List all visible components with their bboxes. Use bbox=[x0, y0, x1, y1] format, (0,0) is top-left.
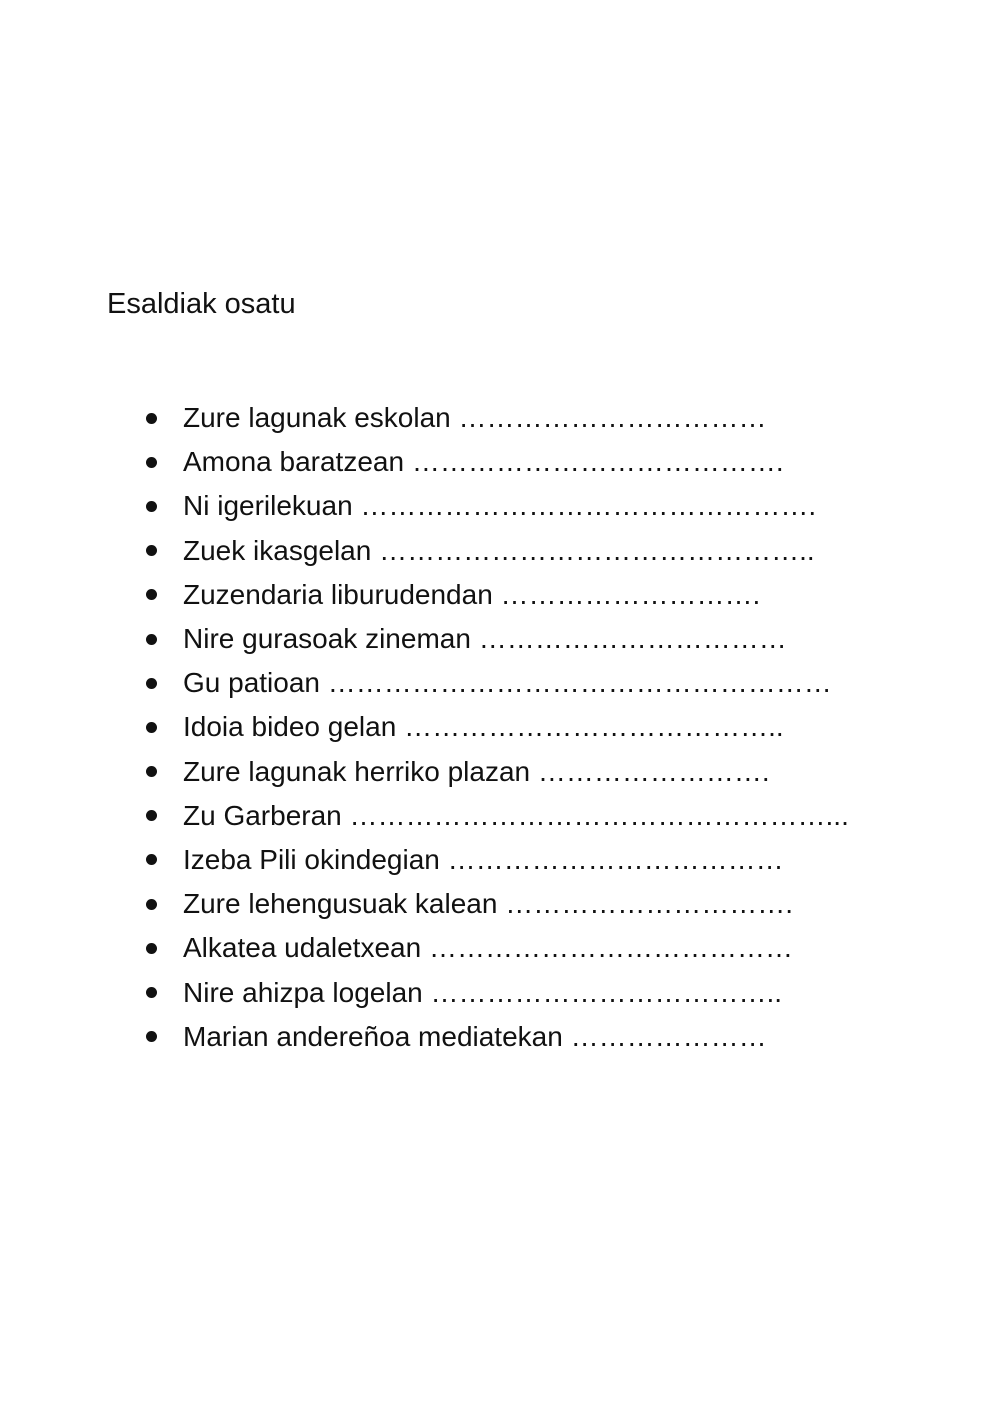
page-title: Esaldiak osatu bbox=[107, 288, 296, 320]
sentence-text: Zuek ikasgelan ……………………………………….. bbox=[183, 534, 815, 566]
bullet-icon bbox=[146, 634, 157, 645]
bullet-icon bbox=[146, 589, 157, 600]
sentence-text: Zure lehengusuak kalean …………………………. bbox=[183, 888, 793, 920]
bullet-icon bbox=[146, 1031, 157, 1042]
list-item bbox=[144, 661, 844, 705]
list-item bbox=[144, 794, 849, 838]
list-item bbox=[144, 838, 844, 882]
bullet-icon bbox=[146, 766, 157, 777]
bullet-icon bbox=[146, 810, 157, 821]
bullet-icon bbox=[146, 722, 157, 733]
sentence-text: Zuzendaria liburudendan ………………………. bbox=[183, 578, 761, 610]
list-item bbox=[144, 440, 844, 484]
bullet-icon bbox=[146, 943, 157, 954]
list-item bbox=[144, 529, 844, 573]
bullet-icon bbox=[146, 413, 157, 424]
sentence-text: Zure lagunak herriko plazan ……………………. bbox=[183, 755, 770, 787]
list-item bbox=[144, 617, 844, 661]
bullet-icon bbox=[146, 545, 157, 556]
sentence-text: Zu Garberan ……………………………………………... bbox=[183, 799, 849, 831]
list-item bbox=[144, 396, 844, 440]
bullet-icon bbox=[146, 678, 157, 689]
list-item bbox=[144, 926, 844, 970]
sentence-text: Nire ahizpa logelan ……………………………….. bbox=[183, 976, 783, 1008]
sentence-text: Izeba Pili okindegian ……………………………… bbox=[183, 843, 784, 875]
sentence-text: Idoia bideo gelan ………………………………….. bbox=[183, 711, 784, 743]
list-item bbox=[144, 705, 844, 749]
sentence-text: Alkatea udaletxean ………………………………… bbox=[183, 932, 793, 964]
bullet-icon bbox=[146, 854, 157, 865]
sentence-text: Ni igerilekuan …………………………………………. bbox=[183, 490, 817, 522]
sentence-text: Marian andereñoa mediatekan ………………… bbox=[183, 1020, 767, 1052]
sentence-text: Nire gurasoak zineman …………………………… bbox=[183, 623, 787, 655]
bullet-icon bbox=[146, 457, 157, 468]
bullet-icon bbox=[146, 987, 157, 998]
list-item bbox=[144, 484, 844, 528]
list-item bbox=[144, 1015, 844, 1059]
sentence-text: Zure lagunak eskolan …………………………… bbox=[183, 402, 767, 434]
bullet-icon bbox=[146, 899, 157, 910]
sentence-text: Amona baratzean …………………………………. bbox=[183, 446, 784, 478]
list-item bbox=[144, 970, 844, 1014]
sentence-list bbox=[144, 396, 849, 1059]
list-item bbox=[144, 573, 844, 617]
list-item bbox=[144, 750, 844, 794]
list-item bbox=[144, 882, 844, 926]
sentence-text: Gu patioan ……………………………………………… bbox=[183, 667, 832, 699]
bullet-icon bbox=[146, 501, 157, 512]
